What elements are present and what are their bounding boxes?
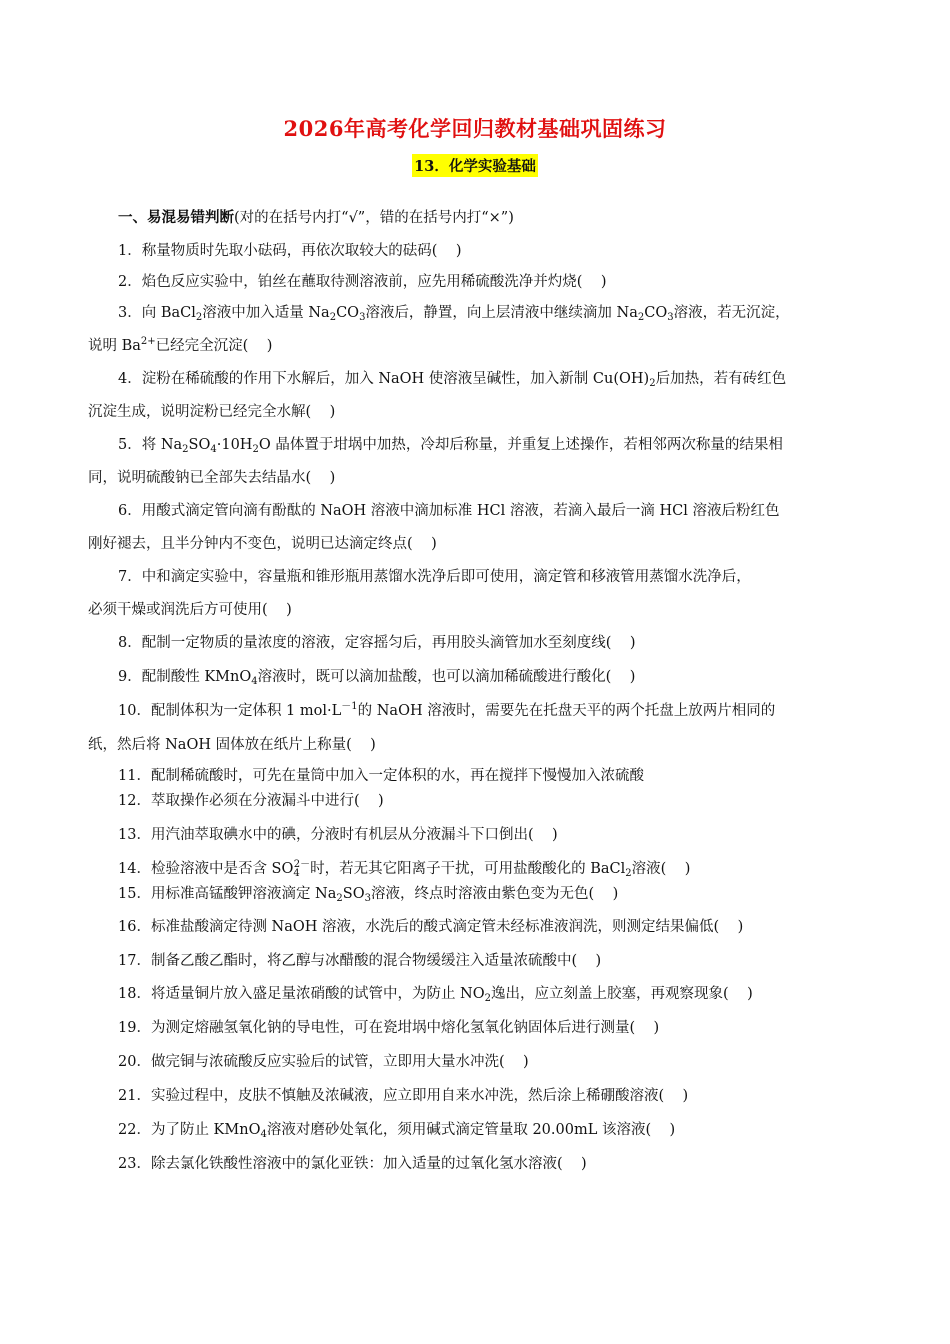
question-19: 19．为测定熔融氢氧化钠的导电性，可在瓷坩埚中熔化氢氧化钠固体后进行测量( ) <box>118 1020 660 1036</box>
q3-text: 溶液中加入适量 Na <box>202 305 330 321</box>
q3-sub: 3 <box>359 312 366 323</box>
q4-text: 后加热，若有砖红色 <box>655 371 787 387</box>
q14-text: 溶液( ) <box>631 861 691 877</box>
question-5-line-1 <box>88 435 864 455</box>
question-13: 13．用汽油萃取碘水中的碘，分液时有机层从分液漏斗下口倒出( ) <box>118 827 558 843</box>
question-10-line-1 <box>88 701 864 721</box>
question-6-line-2: 刚好褪去，且半分钟内不变色，说明已达滴定终点( ) <box>88 536 437 552</box>
subtitle-wrap <box>0 154 950 177</box>
question-1: 1．称量物质时先取小砝码，再依次取较大的砝码( ) <box>118 243 462 259</box>
question-7-line-1: 7．中和滴定实验中，容量瓶和锥形瓶用蒸馏水洗净后即可使用，滴定管和移液管用蒸馏水洗净后， <box>118 569 751 585</box>
question-16: 16．标准盐酸滴定待测 NaOH 溶液，水洗后的酸式滴定管未经标准液润洗，则测定结果偏低( ) <box>118 919 744 935</box>
question-14 <box>88 859 864 879</box>
q14-text: 14．检验溶液中是否含 SO <box>118 861 294 877</box>
question-22 <box>88 1120 864 1140</box>
q3-text: 溶液，若无沉淀， <box>673 305 790 321</box>
question-3-line-2 <box>88 336 864 356</box>
q22-text: 22．为了防止 KMnO <box>118 1122 261 1138</box>
question-7-line-2: 必须干燥或润洗后方可使用( ) <box>88 602 292 618</box>
q15-text: 15．用标准高锰酸钾溶液滴定 Na <box>118 886 337 902</box>
q3-text: CO <box>336 305 360 321</box>
question-23: 23．除去氯化铁酸性溶液中的氯化亚铁：加入适量的过氧化氢水溶液( ) <box>118 1156 587 1172</box>
question-6-line-1: 6．用酸式滴定管向滴有酚酞的 NaOH 溶液中滴加标准 HCl 溶液，若滴入最后一滴 HCl 溶液后粉红色 <box>118 503 780 519</box>
q5-sub: 2 <box>252 444 259 455</box>
q15-text: SO <box>342 886 365 902</box>
q3-sub: 2 <box>195 312 203 323</box>
question-4-line-1 <box>88 369 864 389</box>
q14-text: 时，若无其它阳离子干扰，可用盐酸酸化的 BaCl <box>310 861 626 877</box>
q3-text: 已经完全沉淀( ) <box>155 338 273 354</box>
q10-text: 的 NaOH 溶液时，需要先在托盘天平的两个托盘上放两片相同的 <box>357 703 776 719</box>
question-4-line-2: 沉淀生成，说明淀粉已经完全水解( ) <box>88 404 336 420</box>
q3-sub: 2 <box>329 312 337 323</box>
section-heading-line <box>88 208 864 228</box>
section-subtitle: 13．化学实验基础 <box>412 154 538 177</box>
q15-sub: 2 <box>336 893 343 904</box>
q5-text: SO <box>188 437 211 453</box>
q22-sub: 4 <box>260 1129 267 1140</box>
question-11: 11．配制稀硫酸时，可先在量筒中加入一定体积的水，再在搅拌下慢慢加入浓硫酸 <box>118 768 644 784</box>
section-instruction: (对的在括号内打“√”，错的在括号内打“×”) <box>234 210 514 226</box>
question-2: 2．焰色反应实验中，铂丝在蘸取待测溶液前，应先用稀硫酸洗净并灼烧( ) <box>118 274 607 290</box>
q5-text: ·10H <box>216 437 253 453</box>
q5-text: O 晶体置于坩埚中加热，冷却后称量，并重复上述操作，若相邻两次称量的结果相 <box>258 437 783 453</box>
q9-text: 溶液时，既可以滴加盐酸，也可以滴加稀硫酸进行酸化( ) <box>257 669 636 685</box>
question-5-line-2: 同，说明硫酸钠已全部失去结晶水( ) <box>88 470 336 486</box>
q3-sub: 3 <box>667 312 674 323</box>
q3-text: CO <box>644 305 668 321</box>
question-12: 12．萃取操作必须在分液漏斗中进行( ) <box>118 793 384 809</box>
q3-text: 3．向 BaCl <box>118 305 196 321</box>
q14-sub: 2 <box>625 868 632 879</box>
q4-sub: 2 <box>649 378 656 389</box>
q15-sub: 3 <box>364 893 371 904</box>
question-17: 17．制备乙酸乙酯时，将乙醇与冰醋酸的混合物缓缓注入适量浓硫酸中( ) <box>118 953 602 969</box>
question-18 <box>88 984 864 1004</box>
q14-sub: 4 <box>293 868 300 879</box>
q3-sub: 2 <box>637 312 645 323</box>
q3-sup: 2+ <box>140 336 156 347</box>
q5-sub: 2 <box>182 444 189 455</box>
q14-sup: 2－ <box>293 859 311 870</box>
q5-sub: 4 <box>210 444 217 455</box>
q4-text: 4．淀粉在稀硫酸的作用下水解后，加入 NaOH 使溶液呈碱性，加入新制 Cu(OH) <box>118 371 650 387</box>
q18-text: 18．将适量铜片放入盛足量浓硝酸的试管中，为防止 NO <box>118 986 485 1002</box>
question-8: 8．配制一定物质的量浓度的溶液，定容摇匀后，再用胶头滴管加水至刻度线( ) <box>118 635 636 651</box>
q15-text: 溶液，终点时溶液由紫色变为无色( ) <box>370 886 619 902</box>
question-15 <box>88 884 864 904</box>
section-heading: 一、易混易错判断 <box>118 209 234 226</box>
question-list <box>88 208 864 1174</box>
q18-sub: 2 <box>484 993 492 1004</box>
question-9 <box>88 667 864 687</box>
q9-sub: 4 <box>251 676 258 687</box>
q22-text: 溶液对磨砂处氧化，须用碱式滴定管量取 20.00mL 该溶液( ) <box>266 1122 676 1138</box>
q10-text: 10．配制体积为一定体积 1 mol·L <box>118 703 342 719</box>
question-21: 21．实验过程中，皮肤不慎触及浓碱液，应立即用自来水冲洗，然后涂上稀硼酸溶液( ) <box>118 1088 689 1104</box>
q9-text: 9．配制酸性 KMnO <box>118 669 252 685</box>
question-10-line-2: 纸，然后将 NaOH 固体放在纸片上称量( ) <box>88 737 376 753</box>
q18-text: 逸出，应立刻盖上胶塞，再观察现象( ) <box>491 986 753 1002</box>
question-3-line-1 <box>88 303 864 323</box>
question-20: 20．做完铜与浓硫酸反应实验后的试管，立即用大量水冲洗( ) <box>118 1054 529 1070</box>
q5-text: 5．将 Na <box>118 437 183 453</box>
page-title: 2026年高考化学回归教材基础巩固练习 <box>283 116 667 141</box>
q10-sup: －1 <box>341 701 358 712</box>
q3-text: 溶液后，静置，向上层清液中继续滴加 Na <box>365 305 638 321</box>
q3-text: 说明 Ba <box>88 338 141 354</box>
